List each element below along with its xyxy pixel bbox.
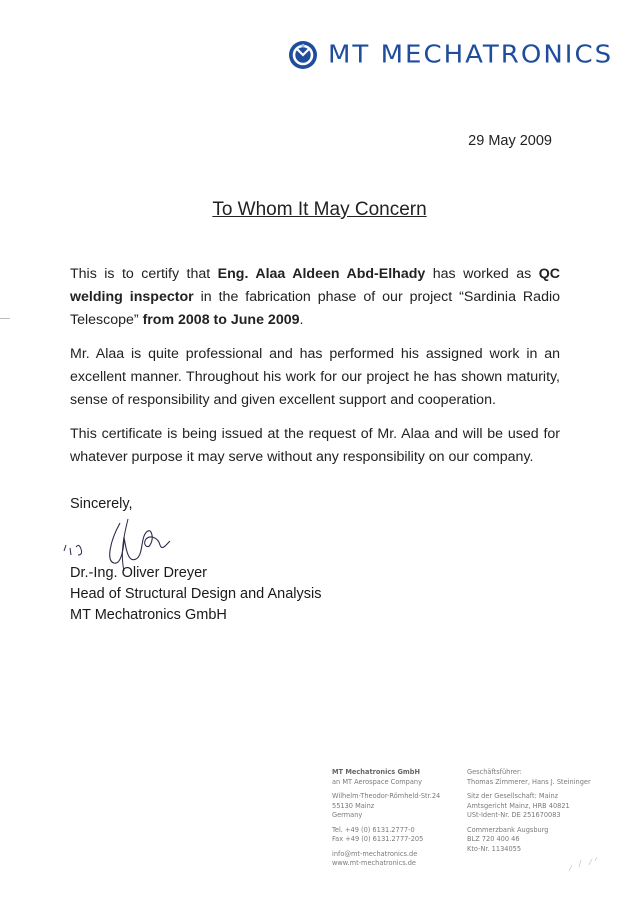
- footer-account: Kto-Nr. 1134055: [467, 844, 522, 853]
- faint-stamp-marks: [565, 855, 605, 875]
- footer-seat: Sitz der Gesellschaft: Mainz: [467, 792, 559, 800]
- footer-court: Amtsgericht Mainz, HRB 40821: [467, 801, 570, 810]
- footer-country: Germany: [332, 811, 363, 819]
- footer-city: 55130 Mainz: [332, 801, 375, 810]
- employment-period: from 2008 to June 2009: [142, 312, 300, 328]
- p1-text-2: has worked as: [425, 266, 539, 282]
- signer-company: MT Mechatronics GmbH: [70, 607, 227, 623]
- closing-salutation: Sincerely,: [70, 496, 133, 512]
- footer-parent-company: an MT Aerospace Company: [332, 777, 422, 786]
- employee-name: Eng. Alaa Aldeen Abd-Elhady: [217, 266, 426, 282]
- footer-street: Wilhelm-Theodor-Römheld-Str.24: [332, 792, 441, 800]
- globe-icon: [288, 40, 318, 70]
- footer-company-info: [332, 768, 440, 869]
- signer-name: Dr.-Ing. Oliver Dreyer: [70, 565, 207, 581]
- p1-text-3: in the fabrication phase of our project “Sardinia Radio Telescope”: [70, 289, 561, 328]
- footer-email: info@mt-mechatronics.de: [332, 849, 418, 858]
- margin-fold-mark: [0, 318, 10, 319]
- letter-body: [70, 263, 560, 480]
- footer-vat: USt-Ident-Nr. DE 251670083: [467, 811, 561, 819]
- footer-legal-info: [467, 768, 591, 854]
- footer-blz: BLZ 720 400 46: [467, 835, 520, 843]
- footer-bank: Commerzbank Augsburg: [467, 825, 549, 834]
- paragraph-purpose: This certificate is being issued at the request of Mr. Alaa and will be used for whatever purpose it may serve without any responsibility on our company.: [70, 426, 560, 465]
- signer-block: [70, 563, 321, 626]
- company-logo: [288, 38, 613, 72]
- footer-fax: Fax +49 (0) 6131.2777-205: [332, 835, 424, 843]
- footer-company-name: MT Mechatronics GmbH: [332, 768, 420, 776]
- logo-wordmark: MT MECHATRONICS: [328, 40, 614, 70]
- p1-text-4: .: [299, 312, 304, 328]
- p1-text-1: This is to certify that: [70, 266, 218, 282]
- employee-role: QC welding inspector: [70, 266, 560, 305]
- paragraph-performance: Mr. Alaa is quite professional and has performed his assigned work in an excellent manner. Throughout his work for our project he has shown maturity, sense of responsibility and given excellent support and cooperation.: [70, 346, 560, 408]
- footer-website: www.mt-mechatronics.de: [332, 859, 416, 867]
- letter-date: 29 May 2009: [468, 133, 552, 149]
- footer-tel: Tel. +49 (0) 6131.2777-0: [332, 825, 415, 834]
- signer-title: Head of Structural Design and Analysis: [70, 586, 322, 602]
- footer-md-label: Geschäftsführer:: [467, 768, 522, 776]
- footer-md-names: Thomas Zimmerer, Hans J. Steininger: [467, 777, 591, 786]
- paragraph-certification: [70, 263, 560, 332]
- letter-subject: [0, 199, 639, 221]
- subject-text: To Whom It May Concern: [212, 199, 427, 220]
